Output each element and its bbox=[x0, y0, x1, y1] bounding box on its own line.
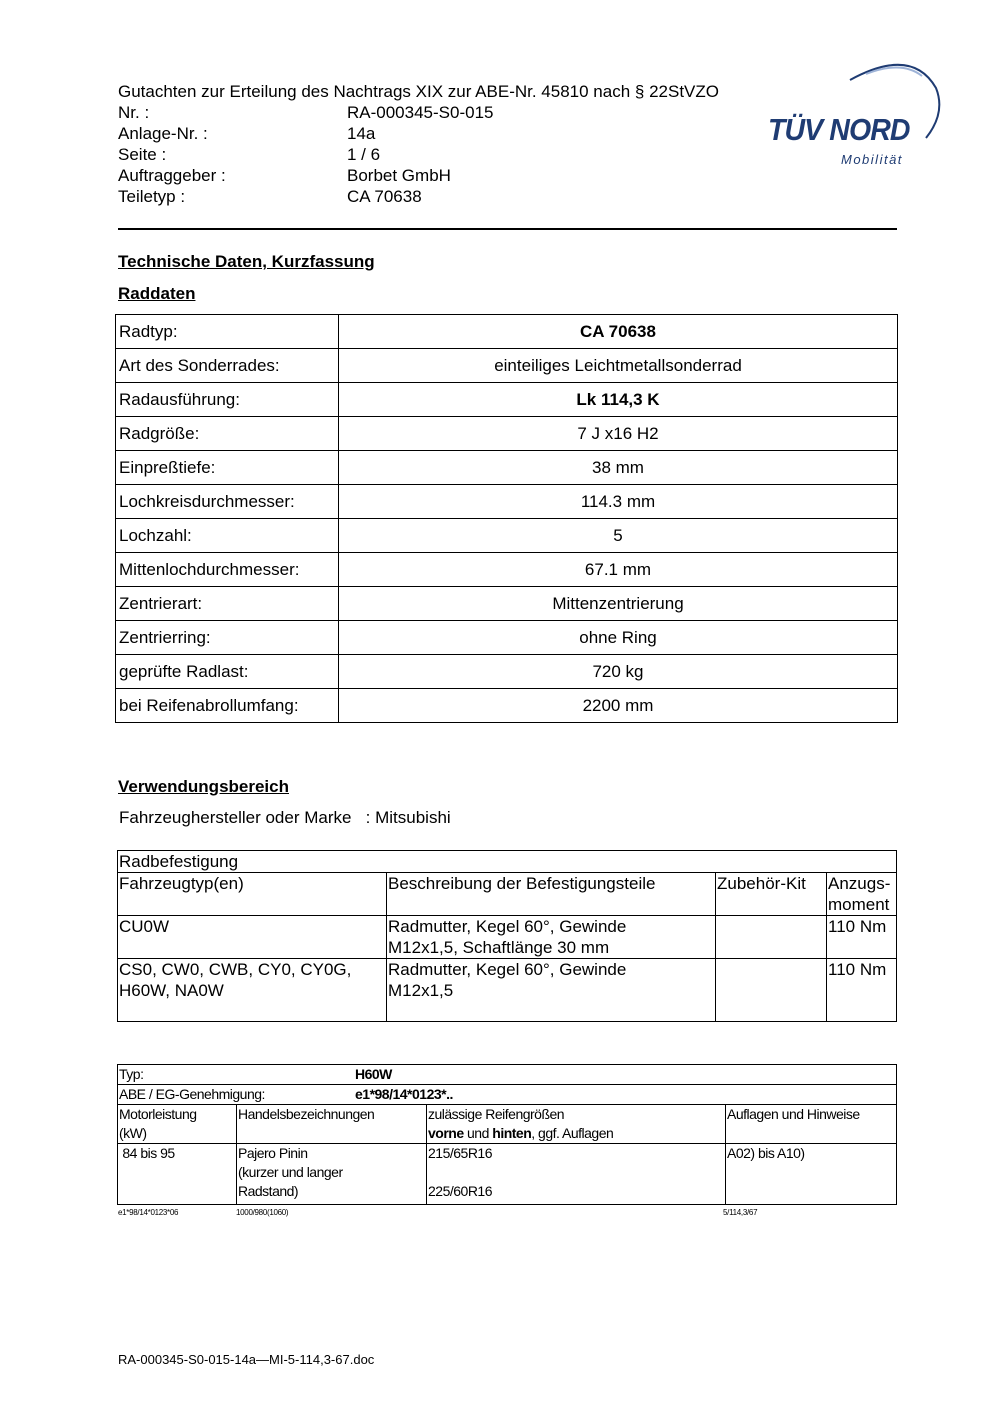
header-moment-l1: Anzugs- bbox=[828, 874, 891, 893]
row-label: geprüfte Radlast: bbox=[116, 655, 339, 689]
field-label-seite: Seite : bbox=[118, 145, 167, 164]
row-value: ohne Ring bbox=[339, 621, 898, 655]
header-moment-l2: moment bbox=[828, 895, 890, 914]
cell-kit bbox=[716, 916, 827, 959]
table-row bbox=[118, 959, 897, 1022]
desc-line: Radmutter, Kegel 60°, Gewinde bbox=[388, 960, 627, 979]
row-label: Radtyp: bbox=[116, 315, 339, 349]
typ-row bbox=[118, 1065, 897, 1085]
section-title-verwendungsbereich: Verwendungsbereich bbox=[118, 777, 289, 796]
abe-label: ABE / EG-Genehmigung: bbox=[119, 1086, 265, 1102]
row-value: 114.3 mm bbox=[339, 485, 898, 519]
row-value: 38 mm bbox=[339, 451, 898, 485]
reifen-rest: , ggf. Auflagen bbox=[531, 1125, 614, 1141]
row-value: Lk 114,3 K bbox=[339, 383, 898, 417]
hersteller-line bbox=[119, 808, 451, 828]
field-label-anlage: Anlage-Nr. : bbox=[118, 124, 208, 143]
field-value-anlage: 14a bbox=[347, 124, 376, 143]
cell-motor: 84 bis 95 bbox=[118, 1144, 237, 1205]
row-value: 7 J x16 H2 bbox=[339, 417, 898, 451]
field-value-teiletyp: CA 70638 bbox=[347, 187, 422, 206]
table-row bbox=[116, 587, 898, 621]
table-row bbox=[116, 417, 898, 451]
row-label: Lochzahl: bbox=[116, 519, 339, 553]
desc-line: M12x1,5 bbox=[388, 981, 454, 1000]
row-value: 2200 mm bbox=[339, 689, 898, 723]
field-label-auftraggeber: Auftraggeber : bbox=[118, 166, 226, 185]
table-row bbox=[116, 485, 898, 519]
raddaten-table bbox=[115, 314, 898, 723]
reifen-und: und bbox=[463, 1125, 493, 1141]
table-row bbox=[116, 349, 898, 383]
hersteller-label: Fahrzeughersteller oder Marke bbox=[119, 808, 352, 827]
table-row bbox=[118, 1085, 897, 1105]
table-row bbox=[116, 553, 898, 587]
cell-auflagen: A02) bis A10) bbox=[726, 1144, 897, 1205]
header-beschreibung: Beschreibung der Befestigungsteile bbox=[387, 873, 716, 916]
table-row bbox=[116, 655, 898, 689]
header-motorleistung bbox=[118, 1105, 237, 1144]
abe-value: e1*98/14*0123*.. bbox=[355, 1086, 453, 1102]
field-value-auftraggeber: Borbet GmbH bbox=[347, 166, 451, 185]
typ-block bbox=[117, 1064, 897, 1205]
section-title-raddaten: Raddaten bbox=[118, 284, 196, 303]
footer-filename: RA-000345-S0-015-14a—MI-5-114,3-67.doc bbox=[118, 1352, 375, 1367]
header-zubehoer-kit: Zubehör-Kit bbox=[716, 873, 827, 916]
row-value: einteiliges Leichtmetallsonderrad bbox=[339, 349, 898, 383]
reifen-l1: zulässige Reifengrößen bbox=[428, 1106, 565, 1122]
small-ref-b: 1000/980(1060) bbox=[236, 1208, 289, 1217]
row-label: Zentrierart: bbox=[116, 587, 339, 621]
table-row bbox=[118, 916, 897, 959]
header-divider bbox=[118, 228, 897, 230]
row-label: Mittenlochdurchmesser: bbox=[116, 553, 339, 587]
row-label: Einpreßtiefe: bbox=[116, 451, 339, 485]
row-label: Art des Sonderrades: bbox=[116, 349, 339, 383]
row-label: Radausführung: bbox=[116, 383, 339, 417]
row-label: bei Reifenabrollumfang: bbox=[116, 689, 339, 723]
field-label-nr: Nr. : bbox=[118, 103, 150, 122]
reifen-1: 215/65R16 bbox=[428, 1145, 493, 1161]
cell-reifen bbox=[427, 1144, 726, 1205]
reifen-l2 bbox=[428, 1124, 724, 1143]
table-row bbox=[118, 851, 897, 873]
logo-subtitle: Mobilität bbox=[841, 152, 903, 167]
handel-l2: (kurzer und langer bbox=[238, 1164, 343, 1180]
small-ref-a: e1*98/14*0123*06 bbox=[118, 1208, 179, 1217]
hersteller-separator: : bbox=[365, 808, 371, 827]
table-row bbox=[116, 621, 898, 655]
motor-l1: Motorleistung bbox=[119, 1106, 197, 1122]
reifen-2: 225/60R16 bbox=[428, 1183, 493, 1199]
cell-typ bbox=[118, 916, 387, 959]
desc-line: M12x1,5, Schaftlänge 30 mm bbox=[388, 938, 610, 957]
header-handelsbezeichnungen: Handelsbezeichnungen bbox=[237, 1105, 427, 1144]
motor-l2: (kW) bbox=[119, 1125, 147, 1141]
row-value: CA 70638 bbox=[339, 315, 898, 349]
small-ref-c: 5/114,3/67 bbox=[723, 1208, 758, 1217]
reifen-hinten: hinten bbox=[492, 1125, 532, 1141]
table-row bbox=[116, 383, 898, 417]
row-label: Zentrierring: bbox=[116, 621, 339, 655]
document-title: Gutachten zur Erteilung des Nachtrags XIX zur ABE-Nr. 45810 nach § 22StVZO bbox=[118, 82, 719, 101]
row-value: 67.1 mm bbox=[339, 553, 898, 587]
header-anzugsmoment bbox=[827, 873, 897, 916]
section-title-technische-daten: Technische Daten, Kurzfassung bbox=[118, 252, 375, 271]
cell-handel bbox=[237, 1144, 427, 1205]
cell-desc bbox=[387, 916, 716, 959]
abe-row bbox=[118, 1085, 897, 1105]
hersteller-value: Mitsubishi bbox=[375, 808, 451, 827]
cell-moment: 110 Nm bbox=[827, 916, 897, 959]
table-header-row bbox=[118, 1105, 897, 1144]
header-auflagen: Auflagen und Hinweise bbox=[726, 1105, 897, 1144]
radbefestigung-title: Radbefestigung bbox=[118, 851, 897, 873]
typ-line: H60W, NA0W bbox=[119, 981, 224, 1000]
table-header-row bbox=[118, 873, 897, 916]
row-value: 5 bbox=[339, 519, 898, 553]
typ-line: CU0W bbox=[119, 917, 170, 936]
field-label-teiletyp: Teiletyp : bbox=[118, 187, 186, 206]
handel-l1: Pajero Pinin bbox=[238, 1145, 308, 1161]
typ-table bbox=[117, 1064, 897, 1205]
tuv-nord-logo bbox=[762, 58, 942, 170]
radbefestigung-table bbox=[117, 850, 897, 1022]
cell-moment: 110 Nm bbox=[827, 959, 897, 1022]
header-reifengroessen bbox=[427, 1105, 726, 1144]
typ-line: CS0, CW0, CWB, CY0, CY0G, bbox=[119, 960, 352, 979]
row-value: Mittenzentrierung bbox=[339, 587, 898, 621]
table-row bbox=[116, 315, 898, 349]
handel-l3: Radstand) bbox=[238, 1183, 299, 1199]
row-label: Radgröße: bbox=[116, 417, 339, 451]
cell-kit bbox=[716, 959, 827, 1022]
logo-wordmark: TÜV NORD bbox=[768, 112, 910, 147]
table-row bbox=[116, 519, 898, 553]
cell-desc bbox=[387, 959, 716, 1022]
typ-value: H60W bbox=[355, 1066, 392, 1082]
reifen-vorne: vorne bbox=[428, 1125, 464, 1141]
cell-typ bbox=[118, 959, 387, 1022]
table-row bbox=[116, 689, 898, 723]
field-value-nr: RA-000345-S0-015 bbox=[347, 103, 494, 122]
header-fahrzeugtyp: Fahrzeugtyp(en) bbox=[118, 873, 387, 916]
table-row bbox=[118, 1144, 897, 1205]
desc-line: Radmutter, Kegel 60°, Gewinde bbox=[388, 917, 627, 936]
row-value: 720 kg bbox=[339, 655, 898, 689]
row-label: Lochkreisdurchmesser: bbox=[116, 485, 339, 519]
table-row bbox=[118, 1065, 897, 1085]
table-row bbox=[116, 451, 898, 485]
typ-label: Typ: bbox=[119, 1066, 144, 1082]
field-value-seite: 1 / 6 bbox=[347, 145, 381, 164]
